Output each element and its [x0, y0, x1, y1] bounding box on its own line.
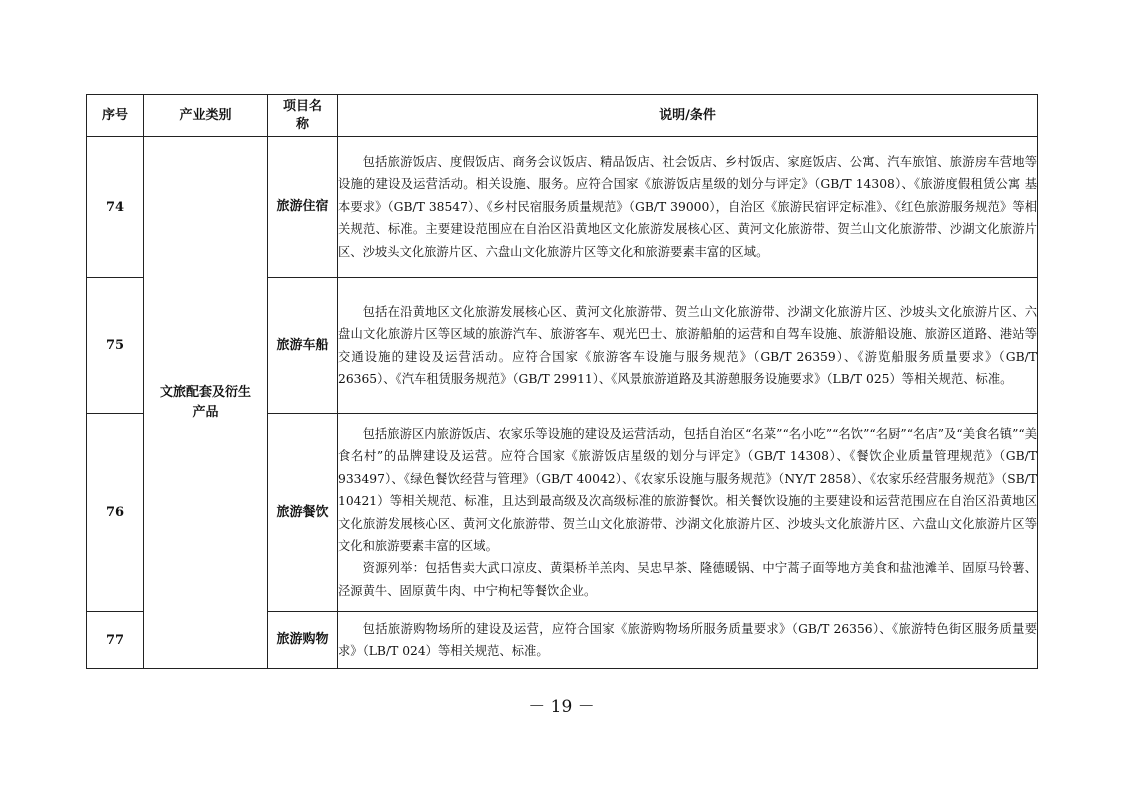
description-paragraph: 资源列举：包括售卖大武口凉皮、黄渠桥羊羔肉、吴忠早茶、隆德暖锅、中宁蒿子面等地方美食和盐池滩羊、固原马铃薯、泾源黄牛、固原黄牛肉、中宁枸杞等餐饮企业。	[338, 561, 1037, 598]
industry-table	[86, 94, 1038, 669]
description-paragraph: 包括旅游购物场所的建设及运营，应符合国家《旅游购物场所服务质量要求》（GB/T 26356）、《旅游特色街区服务质量要求》（LB/T 024）等相关规范、标准。	[338, 621, 1037, 658]
row-description	[338, 612, 1038, 669]
header-row	[87, 95, 1038, 137]
row-description	[338, 414, 1038, 612]
row-index: 74	[87, 137, 144, 278]
row-description	[338, 278, 1038, 414]
row-index: 77	[87, 612, 144, 669]
row-item: 旅游住宿	[268, 137, 338, 278]
header-category: 产业类别	[144, 95, 268, 137]
row-item: 旅游购物	[268, 612, 338, 669]
table-row	[87, 137, 1038, 278]
category-cell: 文旅配套及衍生产品	[144, 137, 268, 669]
row-index: 76	[87, 414, 144, 612]
row-index: 75	[87, 278, 144, 414]
page-number: － 19 －	[528, 697, 595, 717]
row-description	[338, 137, 1038, 278]
header-item: 项目名称	[268, 95, 338, 137]
row-item: 旅游车船	[268, 278, 338, 414]
description-paragraph: 包括旅游饭店、度假饭店、商务会议饭店、精品饭店、社会饭店、乡村饭店、家庭饭店、公寓、汽车旅馆、旅游房车营地等设施的建设及运营活动。相关设施、服务。应符合国家《旅游饭店星级的划分与评定》（GB/T 14308）、《旅游度假租赁公寓 基本要求》（GB/T 38547）、《乡村民宿服务质量规范》（GB/T 39000），自治区《旅游民宿评定标准》、《红色旅游服务规范》等相关规范、标准。主要建设范围应在自治区沿黄地区文化旅游发展核心区、黄河文化旅游带、贺兰山文化旅游带、沙湖文化旅游片区、沙坡头文化旅游片区、六盘山文化旅游片区等文化和旅游要素丰富的区域。	[338, 154, 1037, 259]
header-description: 说明/条件	[338, 95, 1038, 137]
description-paragraph: 包括在沿黄地区文化旅游发展核心区、黄河文化旅游带、贺兰山文化旅游带、沙湖文化旅游片区、沙坡头文化旅游片区、六盘山文化旅游片区等区域的旅游汽车、旅游客车、观光巴士、旅游船舶的运营和自驾车设施、旅游船设施、旅游区道路、港站等交通设施的建设及运营活动。应符合国家《旅游客车设施与服务规范》（GB/T 26359）、《游览船服务质量要求》（GB/T 26365）、《汽车租赁服务规范》（GB/T 29911）、《风景旅游道路及其游憩服务设施要求》（LB/T 025）等相关规范、标准。	[338, 304, 1037, 386]
row-item: 旅游餐饮	[268, 414, 338, 612]
header-index: 序号	[87, 95, 144, 137]
description-paragraph: 包括旅游区内旅游饭店、农家乐等设施的建设及运营活动，包括自治区“名菜”“名小吃”“名饮”“名厨”“名店”及“美食名镇”“美食名村”的品牌建设及运营。应符合国家《旅游饭店星级的划分与评定》（GB/T 14308）、《餐饮企业质量管理规范》（GB/T 933497）、《绿色餐饮经营与管理》（GB/T 40042）、《农家乐设施与服务规范》（NY/T 2858）、《农家乐经营服务规范》（SB/T 10421）等相关规范、标准，且达到最高级及次高级标准的旅游餐饮。相关餐饮设施的主要建设和运营范围应在自治区沿黄地区文化旅游发展核心区、黄河文化旅游带、贺兰山文化旅游带、沙湖文化旅游片区、沙坡头文化旅游片区、六盘山文化旅游片区等文化和旅游要素丰富的区域。	[338, 426, 1037, 553]
